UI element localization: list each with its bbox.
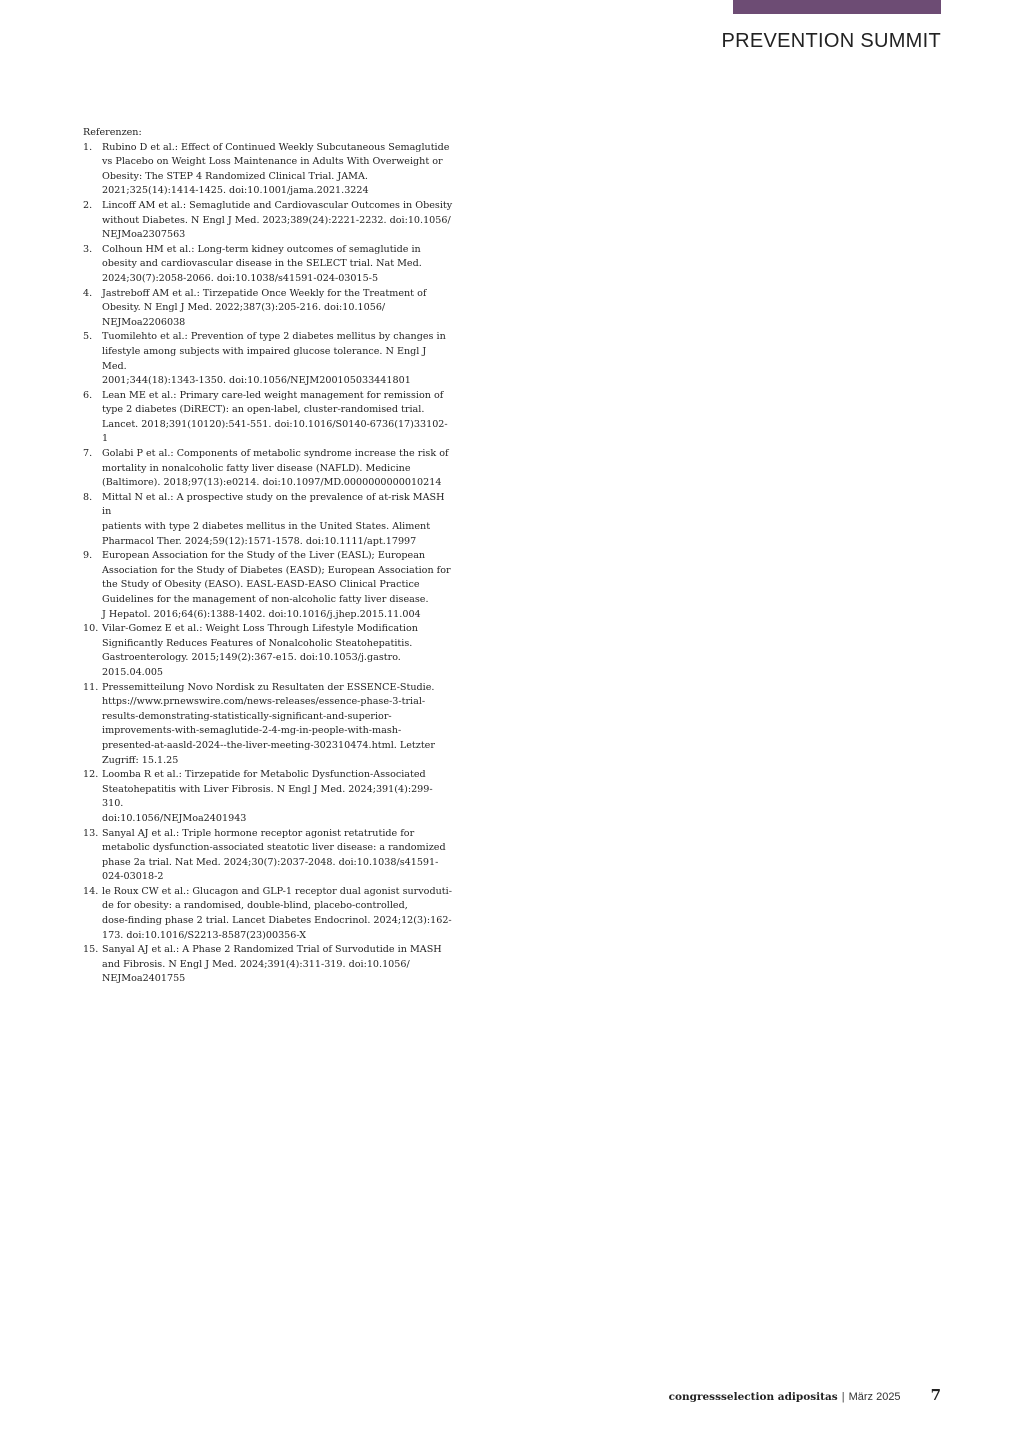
reference-item (83, 199, 453, 243)
reference-number: 9. (83, 550, 93, 562)
reference-text: Loomba R et al.: Tirzepatide for Metabolic Dysfunction-Associated Steatohepatitis with Liver Fibrosis. N Engl J Med. 2024;391(4):299-310. doi:10.1056/NEJMoa2401943 (102, 769, 433, 824)
references-list (83, 141, 453, 987)
footer-separator: | (841, 1391, 845, 1403)
reference-text: Golabi P et al.: Components of metabolic syndrome increase the risk of mortality in nonalcoholic fatty liver disease (NAFLD). Medicine (Baltimore). 2018;97(13):e0214. doi:10.1097/MD.0000000000010214 (102, 448, 449, 489)
reference-number: 8. (83, 491, 93, 503)
reference-text: Lincoff AM et al.: Semaglutide and Cardiovascular Outcomes in Obesity without Diabetes. N Engl J Med. 2023;389(24):2221-2232. doi:10.1056/ NEJMoa2307563 (102, 199, 453, 241)
reference-item (83, 885, 453, 943)
reference-text: le Roux CW et al.: Glucagon and GLP-1 receptor dual agonist survoduti- de for obesity: a randomised, double-blind, placebo-controlled, dose-finding phase 2 trial. Lancet Diabetes Endocrinol. 2024;12(3):162- 173. doi:10.1016/S2213-8587(23)00356-X (102, 885, 452, 941)
reference-number: 13. (83, 827, 99, 839)
reference-item (83, 330, 453, 388)
reference-number: 11. (83, 681, 99, 693)
reference-text: European Association for the Study of the Liver (EASL); European Association for the Study of Diabetes (EASD); European Association for the Study of Obesity (EASO). EASL-EASD-EASO Clinical Practice Guidelines for the management of non-alcoholic fatty liver disease. J Hepatol. 2016;64(6):1388-1402. doi:10.1016/j.jhep.2015.11.004 (102, 550, 451, 620)
reference-text: Rubino D et al.: Effect of Continued Weekly Subcutaneous Semaglutide vs Placebo on Weight Loss Maintenance in Adults With Overweight or Obesity: The STEP 4 Randomized Clinical Trial. JAMA. 2021;325(14):1414-1425. doi:10.1001/jama.2021.3224 (102, 141, 450, 197)
references-heading: Referenzen: (83, 127, 142, 138)
page-number: 7 (930, 1386, 941, 1404)
reference-number: 2. (83, 199, 93, 211)
header-accent-bar (733, 0, 941, 14)
section-title: PREVENTION SUMMIT (721, 30, 941, 52)
reference-item (83, 243, 453, 287)
reference-text: Colhoun HM et al.: Long-term kidney outcomes of semaglutide in obesity and cardiovascular disease in the SELECT trial. Nat Med. 2024;30(7):2058-2066. doi:10.1038/s41591-024-03015-5 (102, 243, 422, 284)
reference-number: 4. (83, 287, 93, 299)
reference-item (83, 768, 453, 826)
references-section (83, 126, 453, 987)
reference-text: Lean ME et al.: Primary care-led weight management for remission of type 2 diabetes (DiRECT): an open-label, cluster-randomised trial. Lancet. 2018;391(10120):541-551. doi:10.1016/S0140-6736(17)33102-1 (102, 389, 448, 445)
reference-number: 6. (83, 389, 93, 401)
reference-number: 3. (83, 243, 93, 255)
page-footer (669, 1386, 941, 1404)
reference-item (83, 491, 453, 549)
reference-text: Vilar-Gomez E et al.: Weight Loss Through Lifestyle Modification Significantly Reduces Features of Nonalcoholic Steatohepatitis. Gastroenterology. 2015;149(2):367-e15. doi:10.1053/j.gastro. 2015.04.005 (102, 623, 418, 678)
reference-item (83, 827, 453, 885)
reference-item (83, 549, 453, 622)
reference-text: Tuomilehto et al.: Prevention of type 2 diabetes mellitus by changes in lifestyle among subjects with impaired glucose tolerance. N Engl J Med. 2001;344(18):1343-1350. doi:10.1056/NEJM200105033441801 (102, 331, 446, 387)
reference-number: 14. (83, 885, 99, 897)
reference-item (83, 943, 453, 987)
reference-text: Jastreboff AM et al.: Tirzepatide Once Weekly for the Treatment of Obesity. N Engl J Med. 2022;387(3):205-216. doi:10.1056/ NEJMoa2206038 (102, 287, 427, 328)
reference-item (83, 389, 453, 447)
reference-number: 12. (83, 769, 99, 781)
reference-text: Pressemitteilung Novo Nordisk zu Resultaten der ESSENCE-Studie. https://www.prnewswire.com/news-releases/essence-phase-3-trial- results-demonstrating-statistically-significant-and-superior- improvements-with-semaglutide-2-4-mg-in-people-with-mash- presented-at-aasld-2024--the-liver-meeting-302310474.html. Letzter Zugriff: 15.1.25 (102, 681, 435, 766)
reference-item (83, 141, 453, 199)
reference-text: Mittal N et al.: A prospective study on the prevalence of at-risk MASH in patients with type 2 diabetes mellitus in the United States. Aliment Pharmacol Ther. 2024;59(12):1571-1578. doi:10.1111/apt.17997 (102, 491, 445, 547)
reference-text: Sanyal AJ et al.: Triple hormone receptor agonist retatrutide for metabolic dysfunction-associated steatotic liver disease: a randomized phase 2a trial. Nat Med. 2024;30(7):2037-2048. doi:10.1038/s41591- 024-03018-2 (102, 827, 446, 883)
reference-number: 7. (83, 448, 93, 460)
reference-item (83, 681, 453, 769)
footer-date: März 2025 (848, 1391, 901, 1403)
reference-number: 10. (83, 623, 99, 635)
reference-number: 15. (83, 944, 99, 956)
reference-item (83, 447, 453, 491)
reference-text: Sanyal AJ et al.: A Phase 2 Randomized Trial of Survodutide in MASH and Fibrosis. N Engl J Med. 2024;391(4):311-319. doi:10.1056/ NEJMoa2401755 (102, 944, 442, 985)
reference-number: 1. (83, 141, 93, 153)
reference-number: 5. (83, 331, 93, 343)
reference-item (83, 287, 453, 331)
reference-item (83, 622, 453, 680)
footer-journal-name: congressselection adipositas (668, 1391, 838, 1403)
